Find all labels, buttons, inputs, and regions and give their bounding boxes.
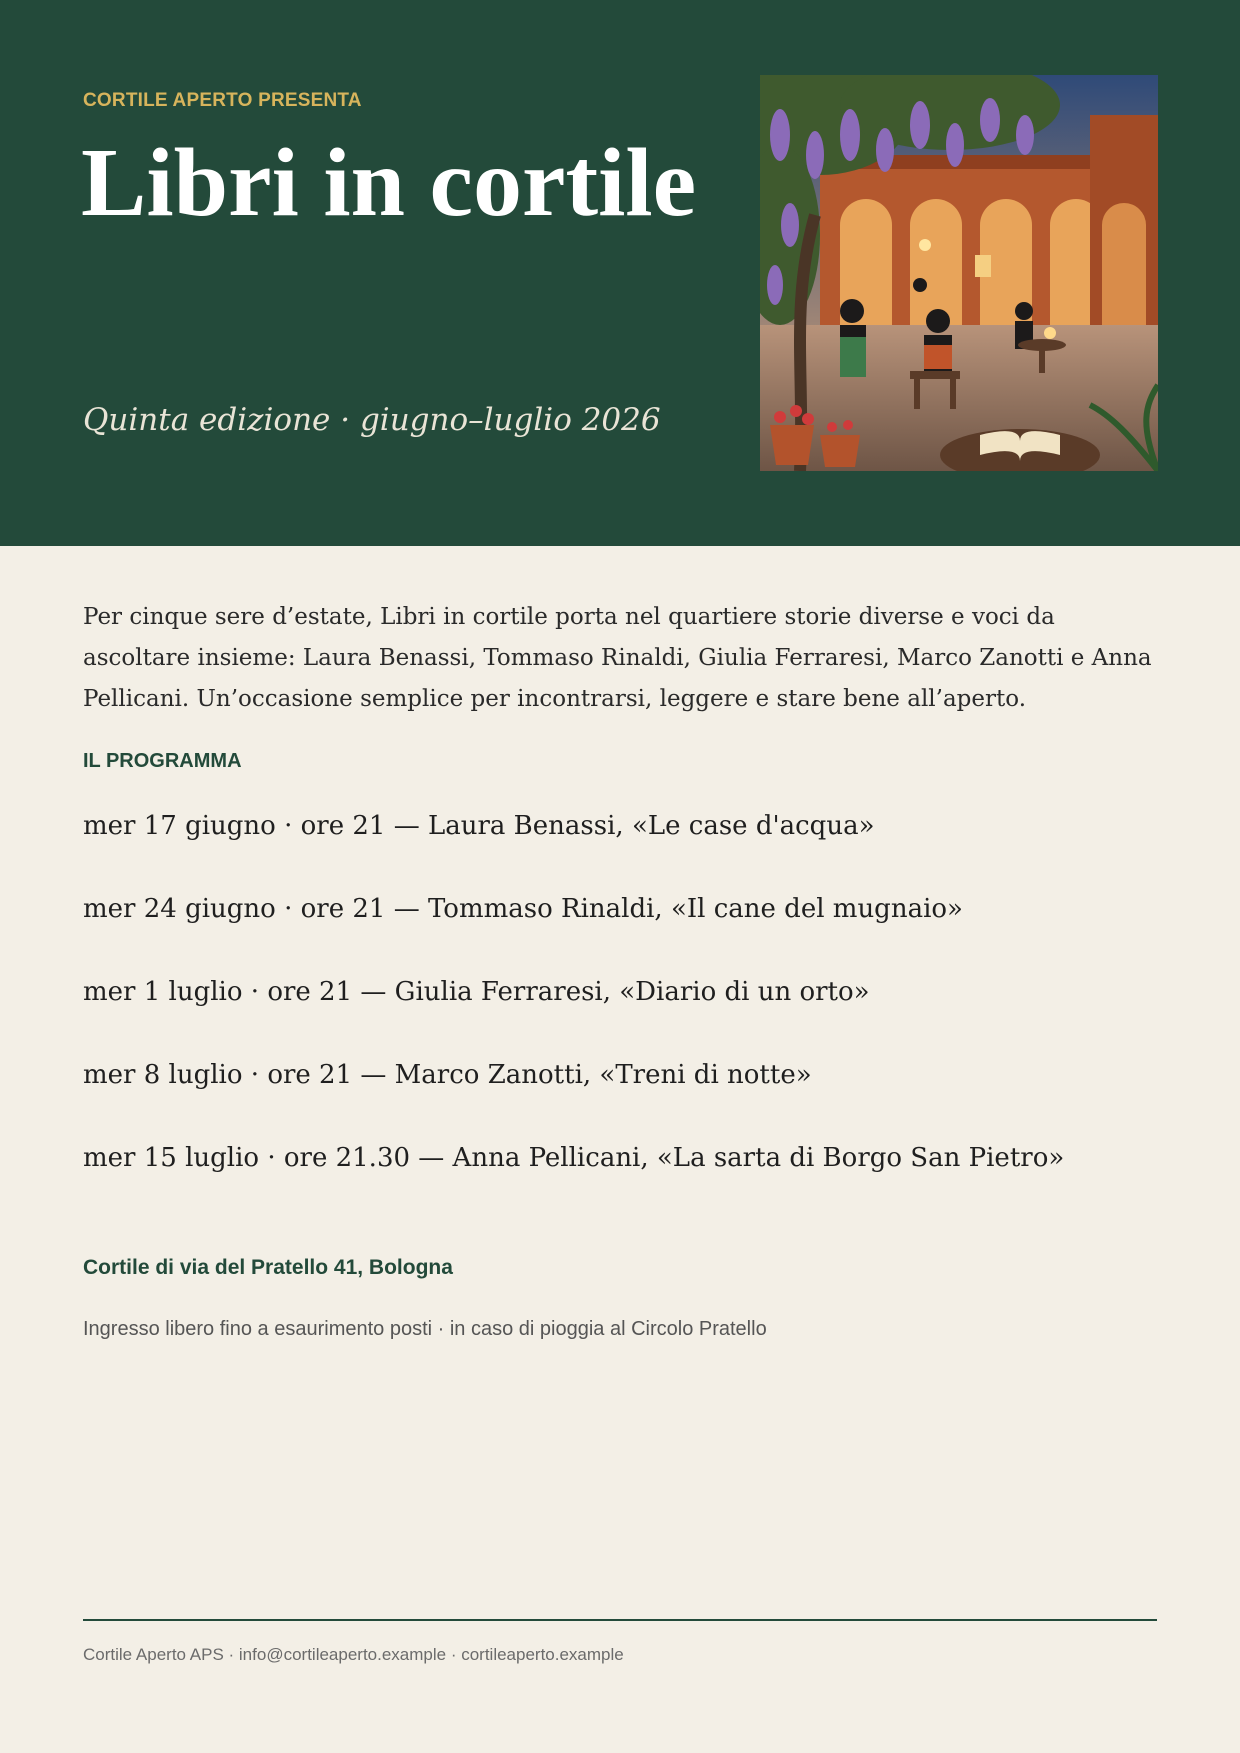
footer-contacts: Cortile Aperto APS · info@cortileaperto.example · cortileaperto.example (83, 1645, 624, 1664)
venue-address: Cortile di via del Pratello 41, Bologna (83, 1256, 453, 1279)
edition-subtitle: Quinta edizione · giugno–luglio 2026 (83, 402, 661, 438)
footer-divider (83, 1619, 1157, 1621)
admission-note: Ingresso libero fino a esaurimento posti · in caso di pioggia al Circolo Pratello (83, 1318, 767, 1340)
program-event: mer 17 giugno · ore 21 — Laura Benassi, «Le case d'acqua» (83, 811, 875, 841)
program-heading: IL PROGRAMMA (83, 750, 242, 772)
program-event: mer 8 luglio · ore 21 — Marco Zanotti, «Treni di notte» (83, 1060, 812, 1090)
kicker: CORTILE APERTO PRESENTA (83, 90, 362, 111)
intro-paragraph: Per cinque sere d’estate, Libri in cortile porta nel quartiere storie diverse e voci da ascoltare insieme: Laura Benassi, Tommaso Rinaldi, Giulia Ferraresi, Marco Zanotti e Anna Pellicani. Un’occasione semplice per incontrarsi, leggere e stare bene all’aperto. (83, 604, 1152, 712)
program-event: mer 24 giugno · ore 21 — Tommaso Rinaldi, «Il cane del mugnaio» (83, 894, 963, 924)
program-list (83, 806, 1064, 1221)
header-banner (0, 0, 1240, 546)
program-event: mer 15 luglio · ore 21.30 — Anna Pellicani, «La sarta di Borgo San Pietro» (83, 1143, 1065, 1173)
program-event: mer 1 luglio · ore 21 — Giulia Ferraresi, «Diario di un orto» (83, 977, 870, 1007)
page-title: Libri in cortile (81, 129, 697, 237)
courtyard-illustration (760, 75, 1158, 471)
